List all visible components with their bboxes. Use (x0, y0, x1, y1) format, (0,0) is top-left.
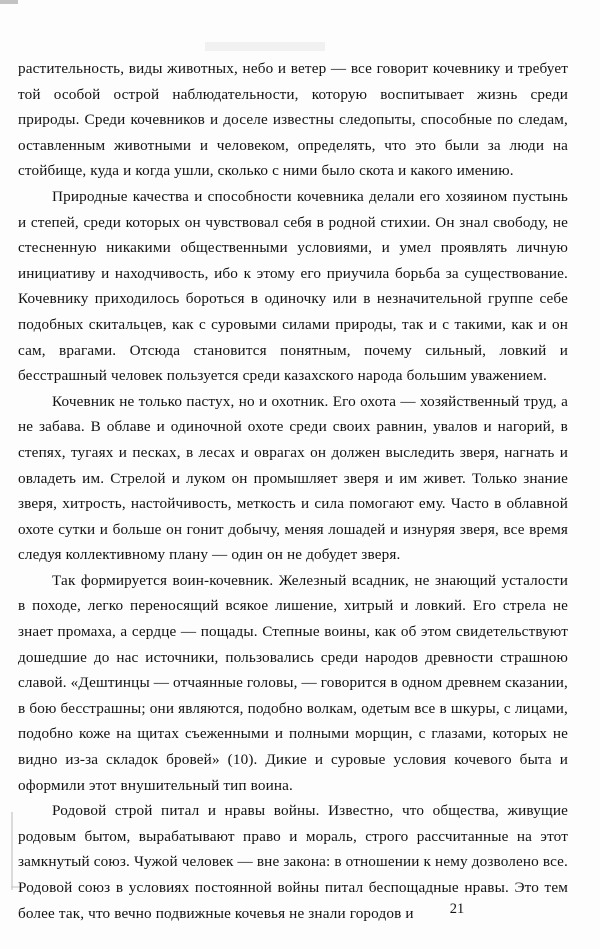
page-text-block (18, 56, 568, 926)
paragraph: Так формируется воин-кочевник. Железный всадник, не знающий усталости в походе, легко переносящий всякое лишение, хитрый и ловкий. Его стрела не знает промаха, а сердце — пощады. Степные воины, как об этом свидетельствуют дошедшие до нас источники, пользовались среди народов древности страшною славой. «Дештинцы — отчаянные головы, — говорится в одном древнем сказании, в бою бесстрашны; они являются, подобно волкам, одетым все в шкуры, с лицами, подобно коже на щитах съеженными и полными морщин, с глазами, которых не видно из-за складок бровей» (10). Дикие и суровые условия кочевого быта и оформили этот внушительный тип воина. (18, 571, 568, 794)
scan-artifact-smudge-icon (205, 42, 325, 51)
scan-artifact-top-left-icon (0, 0, 18, 4)
paragraph: Кочевник не только пастух, но и охотник. Его охота — хозяйственный труд, а не забава. В облаве и одиночной охоте среди своих равнин, увалов и нагорий, в степях, тугаях и песках, в лесах и оврагах он должен выследить зверя, нагнать и овладеть им. Стрелой и луком он промышляет зверя и им живет. Только знание зверя, хитрость, настойчивость, меткость и сила помогают ему. Часто в облавной охоте сутки и больше он гонит добычу, меняя лошадей и изнуряя зверя, все время следуя коллективному плану — один он не добудет зверя. (18, 392, 568, 564)
page-number (0, 901, 600, 918)
page-number-value: 21 (449, 901, 465, 917)
paragraph: растительность, виды животных, небо и ветер — все говорит кочевнику и требует той особой острой наблюдательности, которую воспитывает жизнь среди природы. Среди кочевников и доселе известны следопыты, способные по следам, оставленным животными и человеком, определять, что это были за люди на стойбище, куда и когда ушли, сколько с ними было скота и какого имению. (18, 60, 568, 180)
paragraph: Родовой строй питал и нравы войны. Известно, что общества, живущие родовым бытом, вырабатывают право и мораль, строго рассчитанные на этот замкнутый союз. Чужой человек — вне закона: в отношении к нему дозволено все. Родовой союз в условиях постоянной войны питал беспощадные нравы. Это тем более так, что вечно подвижные кочевья не знали городов и (18, 802, 568, 922)
scan-artifact-left-streak-icon (11, 812, 13, 890)
paragraph: Природные качества и способности кочевника делали его хозяином пустынь и степей, среди которых он чувствовал себя в родной стихии. Он знал свободу, не стесненную никакими общественными условиями, и умел проявлять личную инициативу и находчивость, ибо к этому его приучила борьба за существование. Кочевнику приходилось бороться в одиночку или в незначительной группе себе подобных скитальцев, как с суровыми силами природы, так и с такими, как и он сам, врагами. Отсюда становится понятным, почему сильный, ловкий и бесстрашный человек пользуется среди казахского народа большим уважением. (18, 187, 568, 385)
